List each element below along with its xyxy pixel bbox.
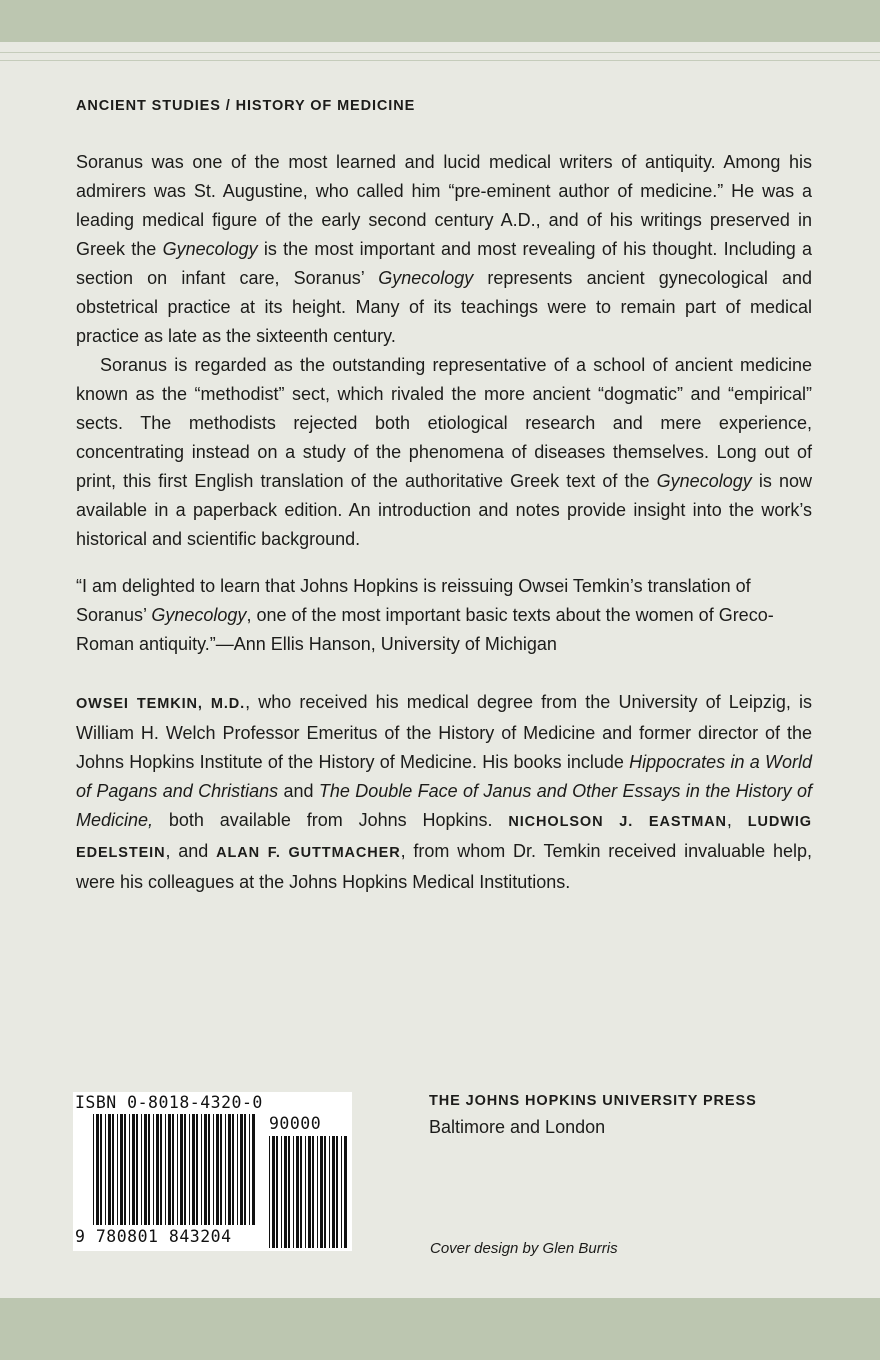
- barcode-bar: [153, 1114, 154, 1225]
- barcode-bar: [165, 1114, 166, 1225]
- barcode-bar: [296, 1136, 299, 1248]
- barcode-bar: [204, 1114, 207, 1225]
- barcode-bar: [108, 1114, 111, 1225]
- barcode-bar: [305, 1136, 306, 1248]
- barcode-bar: [216, 1114, 219, 1225]
- barcode-bar: [201, 1114, 202, 1225]
- barcode-bar: [324, 1136, 326, 1248]
- colleague-name-3: ALAN F. GUTTMACHER: [216, 845, 401, 861]
- top-divider-line: [0, 52, 880, 53]
- barcode-bar: [240, 1114, 243, 1225]
- barcode-bar: [184, 1114, 186, 1225]
- barcode-bar: [172, 1114, 174, 1225]
- cover-design-credit: Cover design by Glen Burris: [430, 1240, 618, 1257]
- barcode-bar: [269, 1136, 270, 1248]
- author-name: OWSEI TEMKIN, M.D.: [76, 696, 246, 712]
- barcode-bar: [136, 1114, 138, 1225]
- barcode-bar: [192, 1114, 195, 1225]
- barcode-bar: [129, 1114, 130, 1225]
- barcode-bar: [141, 1114, 142, 1225]
- barcode-bar: [225, 1114, 226, 1225]
- barcode-addon-number: 90000: [269, 1114, 322, 1133]
- barcode-bar: [249, 1114, 250, 1225]
- isbn-barcode: [73, 1092, 352, 1251]
- category-heading: ANCIENT STUDIES / HISTORY OF MEDICINE: [76, 98, 416, 114]
- barcode-bar: [300, 1136, 302, 1248]
- barcode-bar: [124, 1114, 126, 1225]
- barcode-bar: [293, 1136, 294, 1248]
- barcode-bar: [244, 1114, 246, 1225]
- blurb-paragraph-1: Soranus was one of the most learned and lucid medical writers of antiquity. Among his admirers was St. Augustine, who called him “pre-eminent author of medicine.” He was a leading medical figure of the early second century A.D., and of his writings preserved in Greek the Gynecology is the most important and most revealing of his thought. Including a section on infant care, Soranus’ Gynecology represents ancient gynecological and obstetrical practice at its height. Many of its teachings were to remain part of medical practice as late as the sixteenth century.: [76, 152, 813, 346]
- barcode-bar: [336, 1136, 338, 1248]
- review-quote: “I am delighted to learn that Johns Hopkins is reissuing Owsei Temkin’s translation of Soranus’ Gynecology, one of the most important basic texts about the women of Greco-Roman antiquity.”—Ann Ellis Hanson, University of Michigan: [76, 576, 774, 654]
- barcode-bar: [100, 1114, 102, 1225]
- barcode-bar: [317, 1136, 318, 1248]
- blurb-paragraph-2: Soranus is regarded as the outstanding representative of a school of ancient medicine known as the “methodist” sect, which rivaled the more ancient “dogmatic” and “empirical” sects. The methodists rejected both etiological research and mere experience, concentrating instead on a study of the phenomena of diseases themselves. Long out of print, this first English translation of the authoritative Greek text of the Gynecology is now available in a paperback edition. An introduction and notes provide insight into the work’s historical and scientific background.: [76, 355, 812, 549]
- barcode-bar: [344, 1136, 347, 1248]
- barcode-bar: [320, 1136, 323, 1248]
- barcode-bar: [156, 1114, 159, 1225]
- barcode-bar: [120, 1114, 123, 1225]
- barcode-bar: [168, 1114, 171, 1225]
- colleague-name-1: NICHOLSON J. EASTMAN: [508, 814, 727, 830]
- barcode-bar: [228, 1114, 231, 1225]
- barcode-bar: [160, 1114, 162, 1225]
- barcode-bar: [189, 1114, 190, 1225]
- barcode-bar: [220, 1114, 222, 1225]
- barcode-bar: [148, 1114, 150, 1225]
- barcode-bar: [252, 1114, 255, 1225]
- barcode-bar: [272, 1136, 275, 1248]
- barcode-bar: [237, 1114, 238, 1225]
- barcode-bar: [281, 1136, 282, 1248]
- barcode-bar: [196, 1114, 198, 1225]
- barcode-bar: [180, 1114, 183, 1225]
- barcode-bar: [276, 1136, 278, 1248]
- barcode-bar: [132, 1114, 135, 1225]
- barcode-bar: [208, 1114, 210, 1225]
- barcode-bar: [332, 1136, 335, 1248]
- barcode-bar: [93, 1114, 94, 1225]
- publisher-name: THE JOHNS HOPKINS UNIVERSITY PRESS: [429, 1093, 757, 1109]
- barcode-bar: [96, 1114, 99, 1225]
- book-title-1: Hippocrates in a World of Pagans and Christians: [76, 752, 812, 801]
- barcode-ean-number: 9 780801 843204: [75, 1227, 232, 1246]
- barcode-bar: [177, 1114, 178, 1225]
- top-divider-line-2: [0, 60, 880, 61]
- colleague-name-2: LUDWIG EDELSTEIN: [76, 814, 812, 861]
- barcode-bar: [288, 1136, 290, 1248]
- bottom-color-band: [0, 1298, 880, 1360]
- barcode-bar: [117, 1114, 118, 1225]
- publisher-location: Baltimore and London: [429, 1117, 606, 1137]
- description-blurb: [76, 148, 812, 554]
- barcode-bar: [341, 1136, 342, 1248]
- isbn-number: ISBN 0-8018-4320-0: [75, 1093, 263, 1112]
- barcode-bar: [308, 1136, 311, 1248]
- book-title-2: The Double Face of Janus and Other Essays in the History of Medicine,: [76, 781, 812, 830]
- barcode-bar: [284, 1136, 287, 1248]
- barcode-bar: [232, 1114, 234, 1225]
- author-bio: OWSEI TEMKIN, M.D., who received his medical degree from the University of Leipzig, is William H. Welch Professor Emeritus of the History of Medicine and former director of the Johns Hopkins Institute of the History of Medicine. His books include Hippocrates in a World of Pagans and Christians and The Double Face of Janus and Other Essays in the History of Medicine, both available from Johns Hopkins. NICHOLSON J. EASTMAN, LUDWIG EDELSTEIN, and ALAN F. GUTTMACHER, from whom Dr. Temkin received invaluable help, were his colleagues at the Johns Hopkins Medical Institutions.: [76, 692, 812, 892]
- barcode-bar: [329, 1136, 330, 1248]
- barcode-bar: [112, 1114, 114, 1225]
- barcode-bar: [105, 1114, 106, 1225]
- barcode-bar: [312, 1136, 314, 1248]
- barcode-bar: [144, 1114, 147, 1225]
- top-color-band: [0, 0, 880, 42]
- barcode-bar: [213, 1114, 214, 1225]
